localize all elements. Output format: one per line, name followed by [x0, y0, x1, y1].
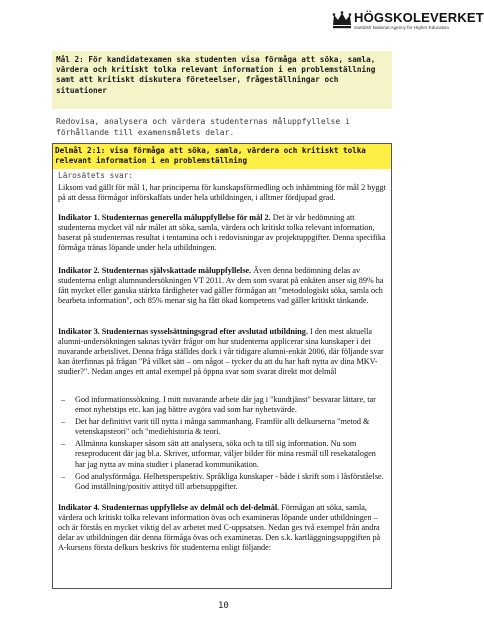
quote-text: Det har definitivt varit till nytta i många sammanhang. Framför allt delkurserna "metod & vetenskapsteori" och "mediehistoria & teori.	[75, 417, 370, 437]
quote-text: God informationssökning. I mitt nuvarande arbete där jag i "kundtjänst" besvarar lättare, tar emot nyhetstips etc. kan jag bättre avgöra vad som har nyhetsvärde.	[75, 395, 376, 415]
indicator-4-text: Förmågan att söka, samla, värdera och kritiskt tolka relevant information övas och examineras löpande under utbildningen – och är förstås en mycket viktig del av arbetet med C-uppsatsen. Nedan ges två exempel från andra delar av utbildningen där denna förmåga övas och examineras. Den s.k. kartläggningsuppgiften på A-kursens första delkurs beskrivs för studenterna enligt följande:	[58, 503, 381, 553]
indicator-4-title: Indikator 4. Studenternas uppfyllelse av delmål och del-delmål.	[58, 503, 280, 512]
list-item	[61, 395, 386, 415]
subgoal-heading	[52, 143, 392, 169]
logo-name: HÖGSKOLEVERKET	[354, 10, 484, 25]
list-item	[61, 439, 386, 469]
answer-box	[52, 169, 392, 589]
indicator-3-title: Indikator 3. Studenternas sysselsättningsgrad efter avslutad utbildning.	[58, 327, 308, 336]
indicator-1-text: Det är vår bedömning att studenterna mycket väl når målet att söka, samla, värdera och kritiskt tolka relevant information, baserat på studenternas resultat i tentamina och i redovisningar av projektuppgifter. Denna specifika förmåga tränas löpande under hela utbildningen.	[58, 213, 386, 253]
indicator-3-text: I den mest aktuella alumni-undersökningen saknas tyvärr frågor om hur studenterna applicerar sina kunskaper i det nuvarande arbetslivet. Denna fråga ställdes dock i vår tidigare alumni-enkät 2006, där följande svar kan återfinnas på frågan "På vilket sätt – om något – tycker du att du har haft nytta av dina MKV-studier?". Nedan anges ett antal exempel på öppna svar som svarat direkt mot delmål	[58, 327, 384, 377]
list-item	[61, 472, 386, 492]
hogskoleverket-logo	[330, 8, 484, 34]
goal-box	[52, 51, 392, 109]
instruction-text: Redovisa, analysera och värdera studenternas måluppfyllelse i förhållande till examensmålets delar.	[56, 117, 350, 137]
indicator-1-paragraph	[58, 213, 388, 253]
answer-label: Lärosätets svar:	[58, 171, 134, 180]
list-item	[61, 417, 386, 437]
indicator-2-text: Även denna bedömning delas av studenterna enligt alumnundersökningen VT 2011. Av dem som svarat på enkäten anser sig 89% ha fått mycket eller ganska stärkta färdigheter vad gäller förmågan att "metodologiskt söka, samla och bearbeta information", och 85% menar sig ha fått ökad kompetens vad gäller kritiskt tänkande.	[58, 266, 384, 306]
logo-subtitle: Swedish National Agency for Higher Education	[354, 25, 449, 30]
quote-list	[61, 395, 386, 494]
indicator-2-paragraph	[58, 266, 388, 306]
subgoal-text: Delmål 2:1: visa förmåga att söka, samla, värdera och kritiskt tolka relevant information i en problemställning	[55, 146, 366, 166]
dash-bullet-icon: –	[61, 417, 66, 427]
dash-bullet-icon: –	[61, 471, 66, 481]
indicator-4-paragraph	[58, 503, 388, 553]
indicator-1-title: Indikator 1. Studenternas generella måluppfyllelse för mål 2.	[58, 213, 271, 222]
dash-bullet-icon: –	[61, 439, 66, 449]
intro-paragraph: Liksom vad gällt för mål 1, har principerna för kunskapsförmedling och inhämtning för mål 2 byggt på att dessa förmågor införskaffats under hela utbildningen, i alltmer fördjupad grad.	[58, 183, 386, 203]
quote-text: Allmänna kunskaper såsom sätt att analysera, söka och ta till sig information. Nu som reseproducent där jag bl.a. Skriver, utformar, väljer bilder för mina resmål till resekatalogen har jag nytta av mina studier i planerad kommunikation.	[75, 439, 376, 469]
page-number: 10	[218, 601, 229, 611]
indicator-3-paragraph	[58, 327, 388, 377]
crown-logo-icon	[330, 10, 354, 32]
goal-text: Mål 2: För kandidatexamen ska studenten visa förmåga att söka, samla, värdera och kritiskt tolka relevant information i en problemställning samt att kritiskt diskutera företeelser, frågeställningar och situationer	[56, 55, 376, 95]
dash-bullet-icon: –	[61, 395, 66, 404]
indicator-2-title: Indikator 2. Studenternas självskattade måluppfyllelse.	[58, 266, 252, 275]
quote-text: God analysförmåga. Helhetsperspektiv. Språkliga kunskaper - både i skrift som i låsförståelse. God inställning/positiv attityd till arbetsuppgifter.	[75, 471, 384, 491]
